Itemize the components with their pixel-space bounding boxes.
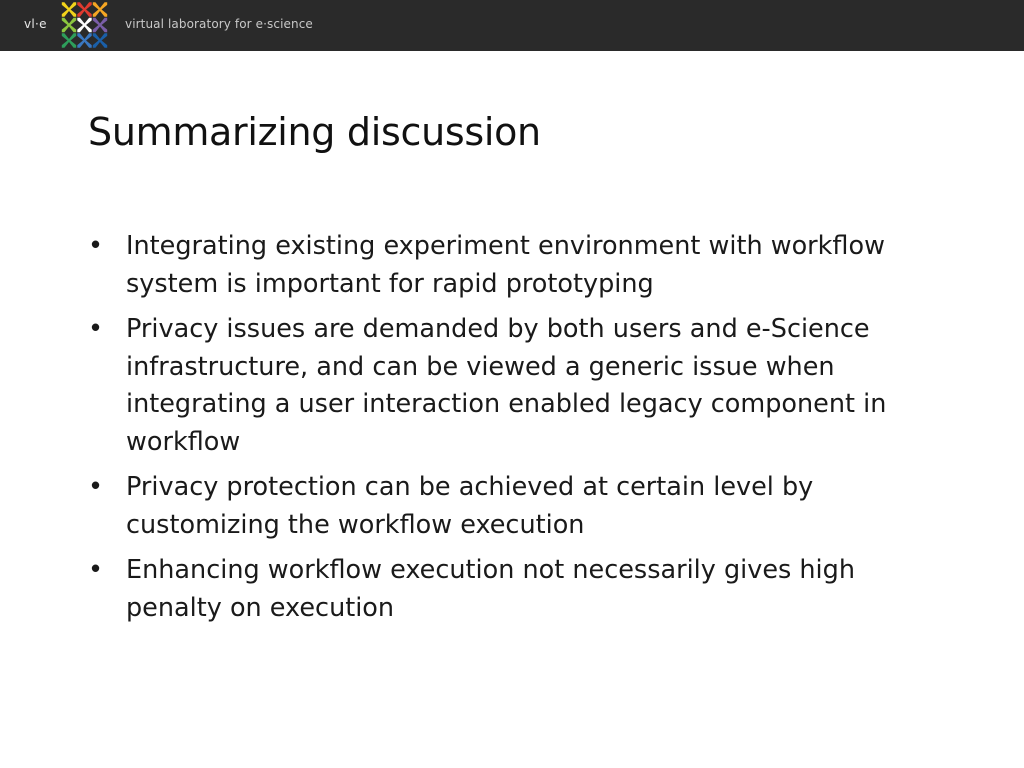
logo-star-icon — [62, 2, 76, 16]
bullet-text: Enhancing workflow execution not necessarily gives high penalty on execution — [126, 555, 855, 623]
bullet-item — [88, 552, 948, 627]
vle-logo-icon — [61, 2, 109, 48]
logo-star-icon — [62, 33, 76, 47]
bullet-text: Integrating existing experiment environment with workflow system is important for rapid prototyping — [126, 231, 885, 299]
slide-title: Summarizing discussion — [88, 110, 541, 154]
bullet-item — [88, 311, 948, 461]
brand-short-name: vl·e — [24, 17, 47, 31]
bullet-item — [88, 469, 948, 544]
brand-full-name: virtual laboratory for e·science — [125, 17, 313, 31]
header-bar — [0, 0, 1024, 51]
bullet-marker: • — [88, 555, 104, 585]
logo-star-icon — [62, 18, 76, 32]
bullet-marker: • — [88, 314, 104, 344]
logo-star-icon — [93, 2, 107, 16]
bullet-marker: • — [88, 231, 104, 261]
bullet-text: Privacy issues are demanded by both users and e-Science infrastructure, and can be viewed a generic issue when integrating a user interaction enabled legacy component in workflow — [126, 314, 887, 457]
bullet-marker: • — [88, 472, 104, 502]
bullet-item — [88, 228, 948, 303]
logo-star-icon — [77, 2, 91, 16]
bullet-text: Privacy protection can be achieved at certain level by customizing the workflow execution — [126, 472, 814, 540]
logo-star-icon — [93, 18, 107, 32]
bullet-list — [88, 228, 948, 635]
logo-star-icon — [77, 18, 91, 32]
logo-star-icon — [77, 33, 91, 47]
logo-star-icon — [93, 33, 107, 47]
